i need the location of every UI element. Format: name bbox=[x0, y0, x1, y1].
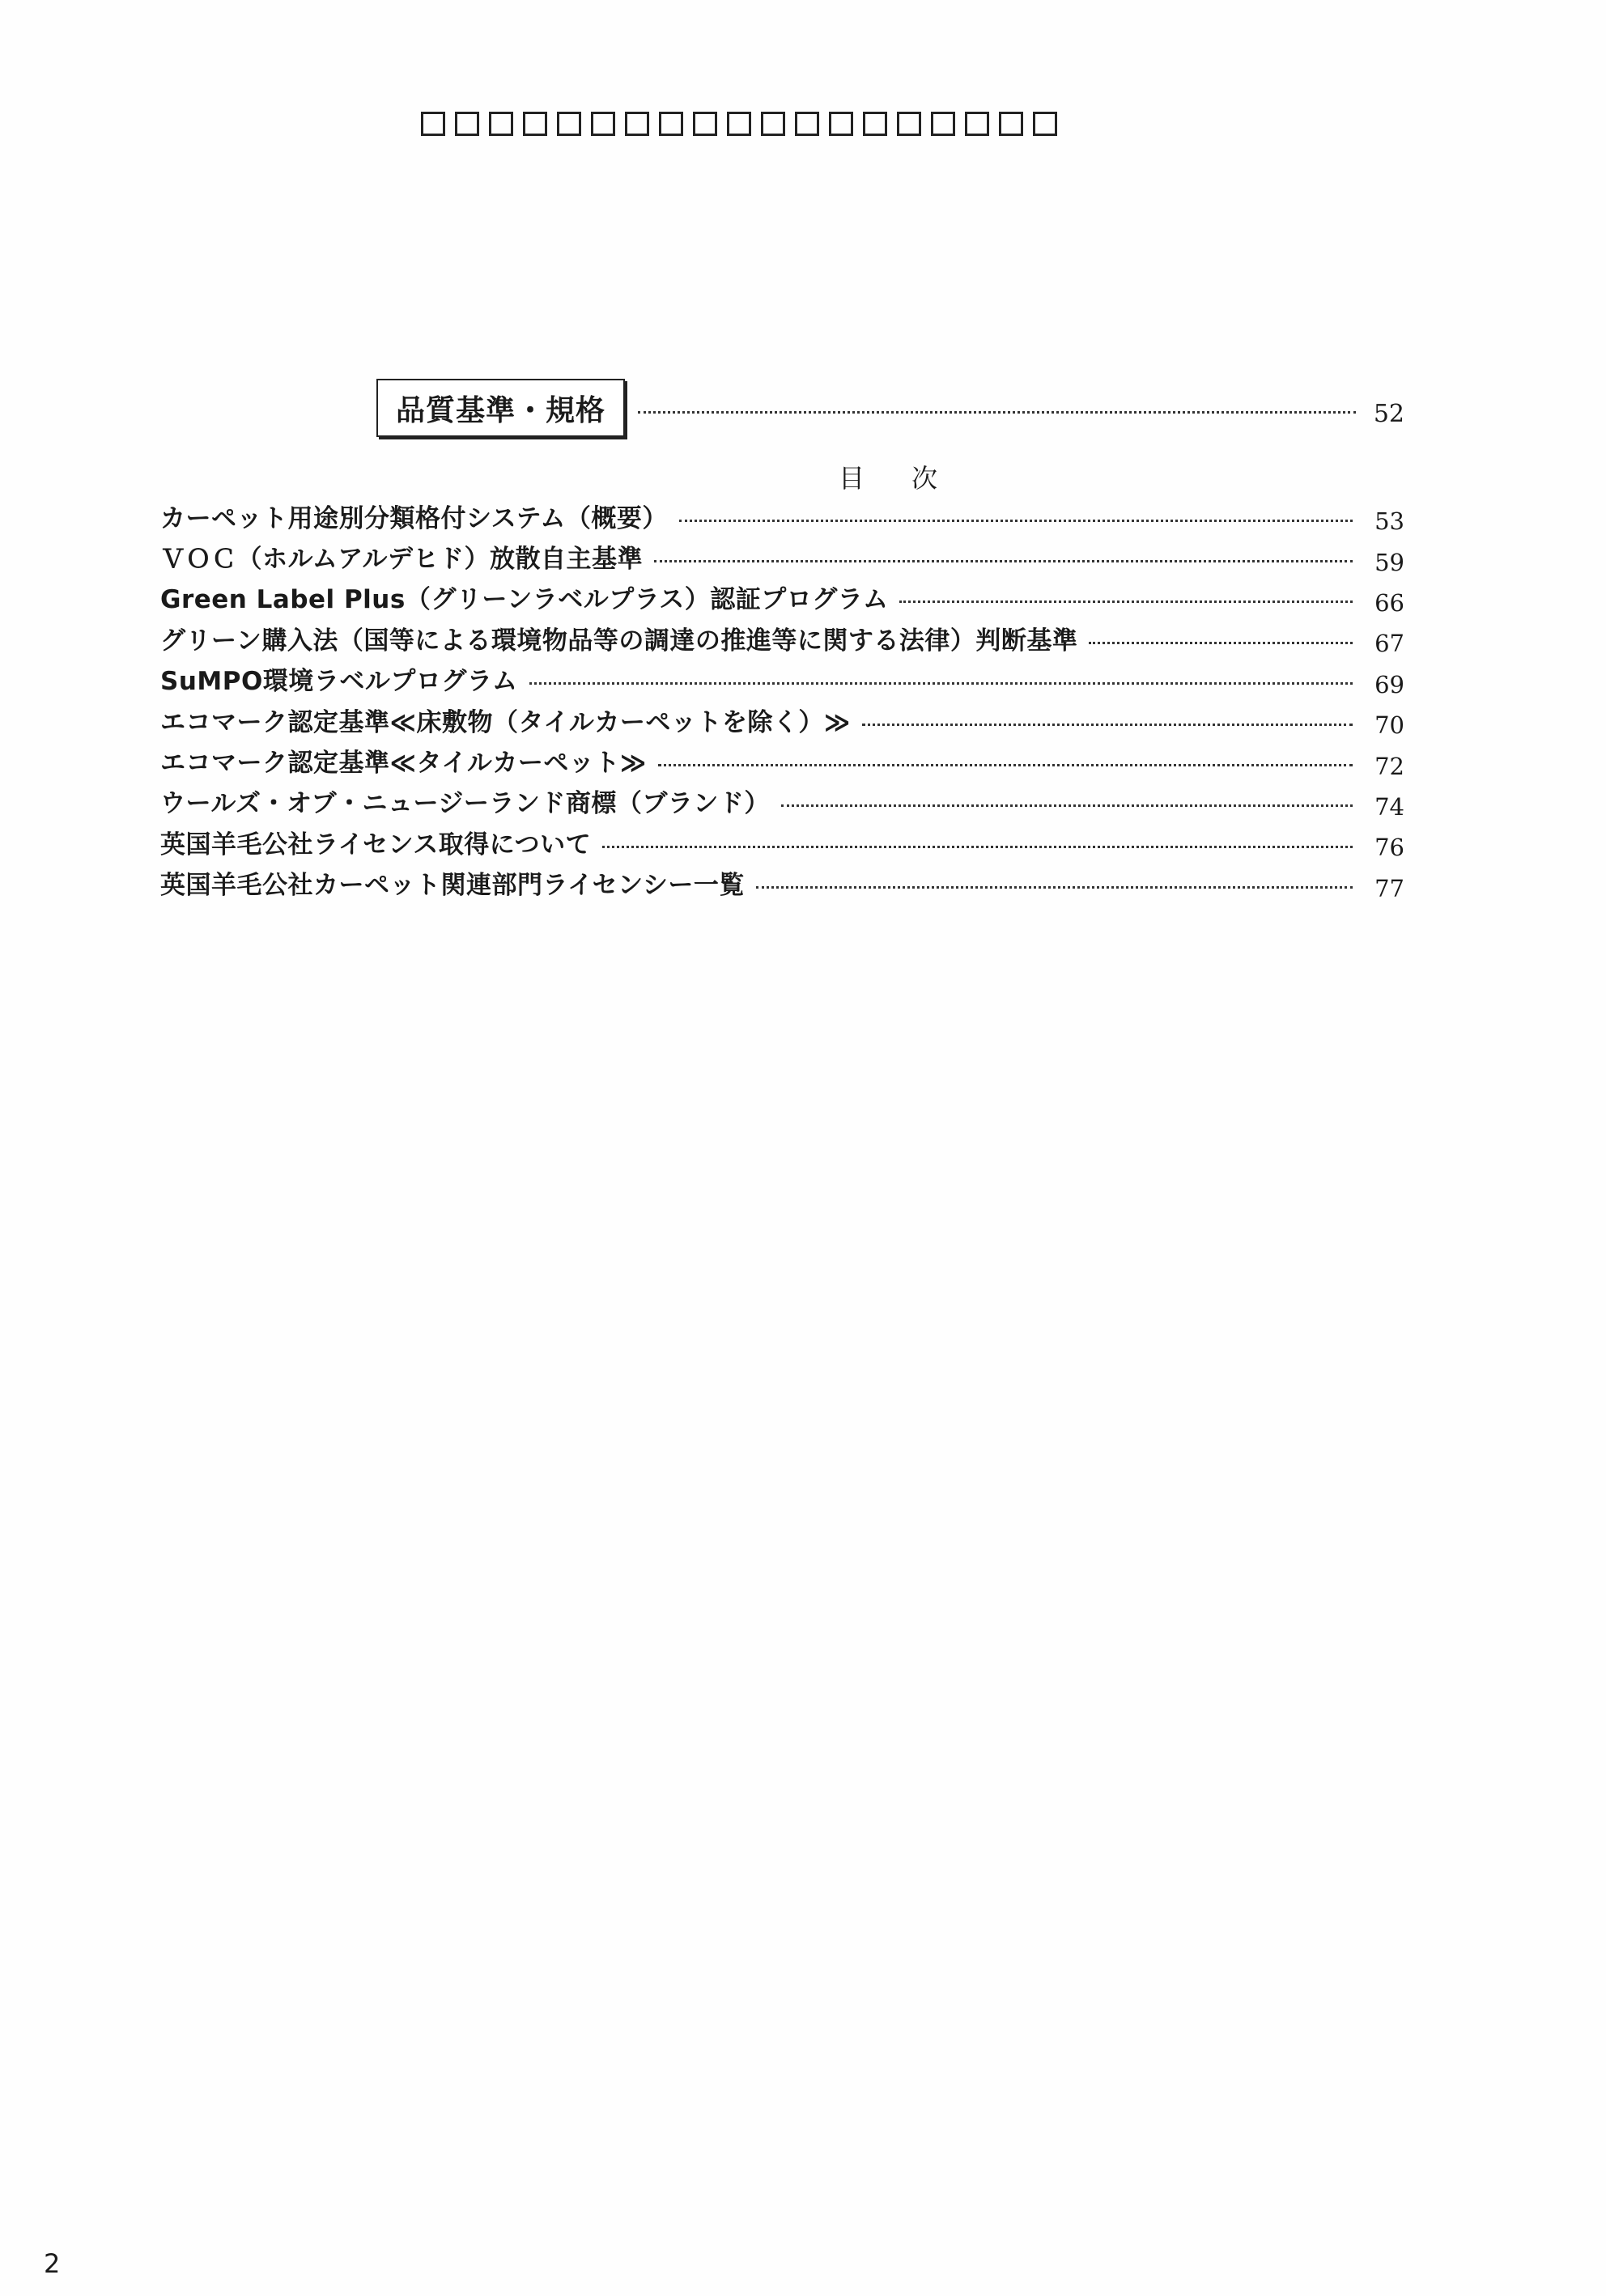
toc-entry-label: エコマーク認定基準≪タイルカーペット≫ bbox=[160, 749, 647, 779]
toc-dot-leader bbox=[529, 682, 1353, 685]
toc-entry[interactable] bbox=[160, 740, 1404, 780]
toc-entry-page: 77 bbox=[1374, 874, 1404, 902]
toc-entry-label: 英国羊毛公社ライセンス取得について bbox=[160, 830, 592, 859]
toc-dot-leader bbox=[781, 804, 1353, 807]
toc-dot-leader bbox=[602, 846, 1353, 848]
toc-entry-page: 72 bbox=[1374, 752, 1404, 780]
toc-entry[interactable] bbox=[160, 495, 1404, 536]
section-page-number: 52 bbox=[1373, 400, 1404, 428]
toc-dot-leader bbox=[1089, 642, 1353, 644]
placeholder-box bbox=[455, 112, 479, 136]
toc-entry-label: ＶＯＣ（ホルムアルデヒド）放散自主基準 bbox=[160, 545, 644, 575]
toc-entry[interactable] bbox=[160, 699, 1404, 740]
placeholder-box bbox=[965, 112, 989, 136]
placeholder-box bbox=[795, 112, 819, 136]
toc-entry[interactable] bbox=[160, 659, 1404, 699]
placeholder-box bbox=[693, 112, 717, 136]
toc-dot-leader bbox=[654, 560, 1353, 562]
toc-dot-leader bbox=[862, 724, 1353, 726]
toc-entry-page: 70 bbox=[1374, 711, 1404, 740]
toc-entry-page: 53 bbox=[1374, 507, 1404, 536]
toc-entry[interactable] bbox=[160, 618, 1404, 658]
toc-entry[interactable] bbox=[160, 781, 1404, 821]
toc-entry[interactable] bbox=[160, 536, 1404, 576]
toc-entry-page: 69 bbox=[1374, 670, 1404, 698]
toc-dot-leader bbox=[679, 520, 1353, 522]
toc-entry-page: 66 bbox=[1374, 588, 1404, 617]
toc-entry-label: グリーン購入法（国等による環境物品等の調達の推進等に関する法律）判断基準 bbox=[160, 626, 1078, 656]
toc-entry-label: ウールズ・オブ・ニュージーランド商標（ブランド） bbox=[160, 789, 770, 819]
toc-dot-leader bbox=[899, 601, 1353, 603]
toc-dot-leader bbox=[658, 764, 1353, 766]
toc-entry-label: カーペット用途別分類格付システム（概要） bbox=[160, 503, 668, 533]
toc-entry-page: 74 bbox=[1374, 792, 1404, 821]
toc-entry-page: 59 bbox=[1374, 548, 1404, 576]
placeholder-box bbox=[863, 112, 887, 136]
placeholder-box bbox=[727, 112, 751, 136]
toc-entry[interactable] bbox=[160, 863, 1404, 903]
placeholder-box bbox=[659, 112, 683, 136]
toc-dot-leader bbox=[756, 886, 1353, 889]
table-of-contents bbox=[160, 495, 1404, 903]
toc-entry-label: Green Label Plus（グリーンラベルプラス）認証プログラム bbox=[160, 585, 889, 615]
placeholder-box bbox=[829, 112, 853, 136]
placeholder-box bbox=[625, 112, 649, 136]
toc-entry-page: 67 bbox=[1374, 630, 1404, 658]
placeholder-box bbox=[999, 112, 1023, 136]
placeholder-box bbox=[931, 112, 955, 136]
toc-entry-label: SuMPO環境ラベルプログラム bbox=[160, 667, 518, 697]
placeholder-box bbox=[421, 112, 445, 136]
toc-entry-label: 英国羊毛公社カーペット関連部門ライセンシー一覧 bbox=[160, 871, 745, 901]
section-dot-leader bbox=[638, 411, 1356, 414]
placeholder-box bbox=[523, 112, 547, 136]
header-placeholder-boxes bbox=[421, 112, 1146, 136]
placeholder-box bbox=[897, 112, 921, 136]
placeholder-box bbox=[591, 112, 615, 136]
placeholder-box bbox=[489, 112, 513, 136]
page-number: 2 bbox=[44, 2248, 61, 2279]
section-heading-row bbox=[376, 379, 1404, 437]
toc-entry-label: エコマーク認定基準≪床敷物（タイルカーペットを除く）≫ bbox=[160, 707, 851, 737]
toc-entry[interactable] bbox=[160, 821, 1404, 862]
placeholder-box bbox=[557, 112, 581, 136]
placeholder-box bbox=[1033, 112, 1057, 136]
section-title: 品質基準・規格 bbox=[376, 379, 625, 437]
toc-entry-page: 76 bbox=[1374, 834, 1404, 862]
placeholder-box bbox=[761, 112, 785, 136]
toc-heading: 目次 bbox=[839, 463, 985, 494]
toc-entry[interactable] bbox=[160, 577, 1404, 618]
